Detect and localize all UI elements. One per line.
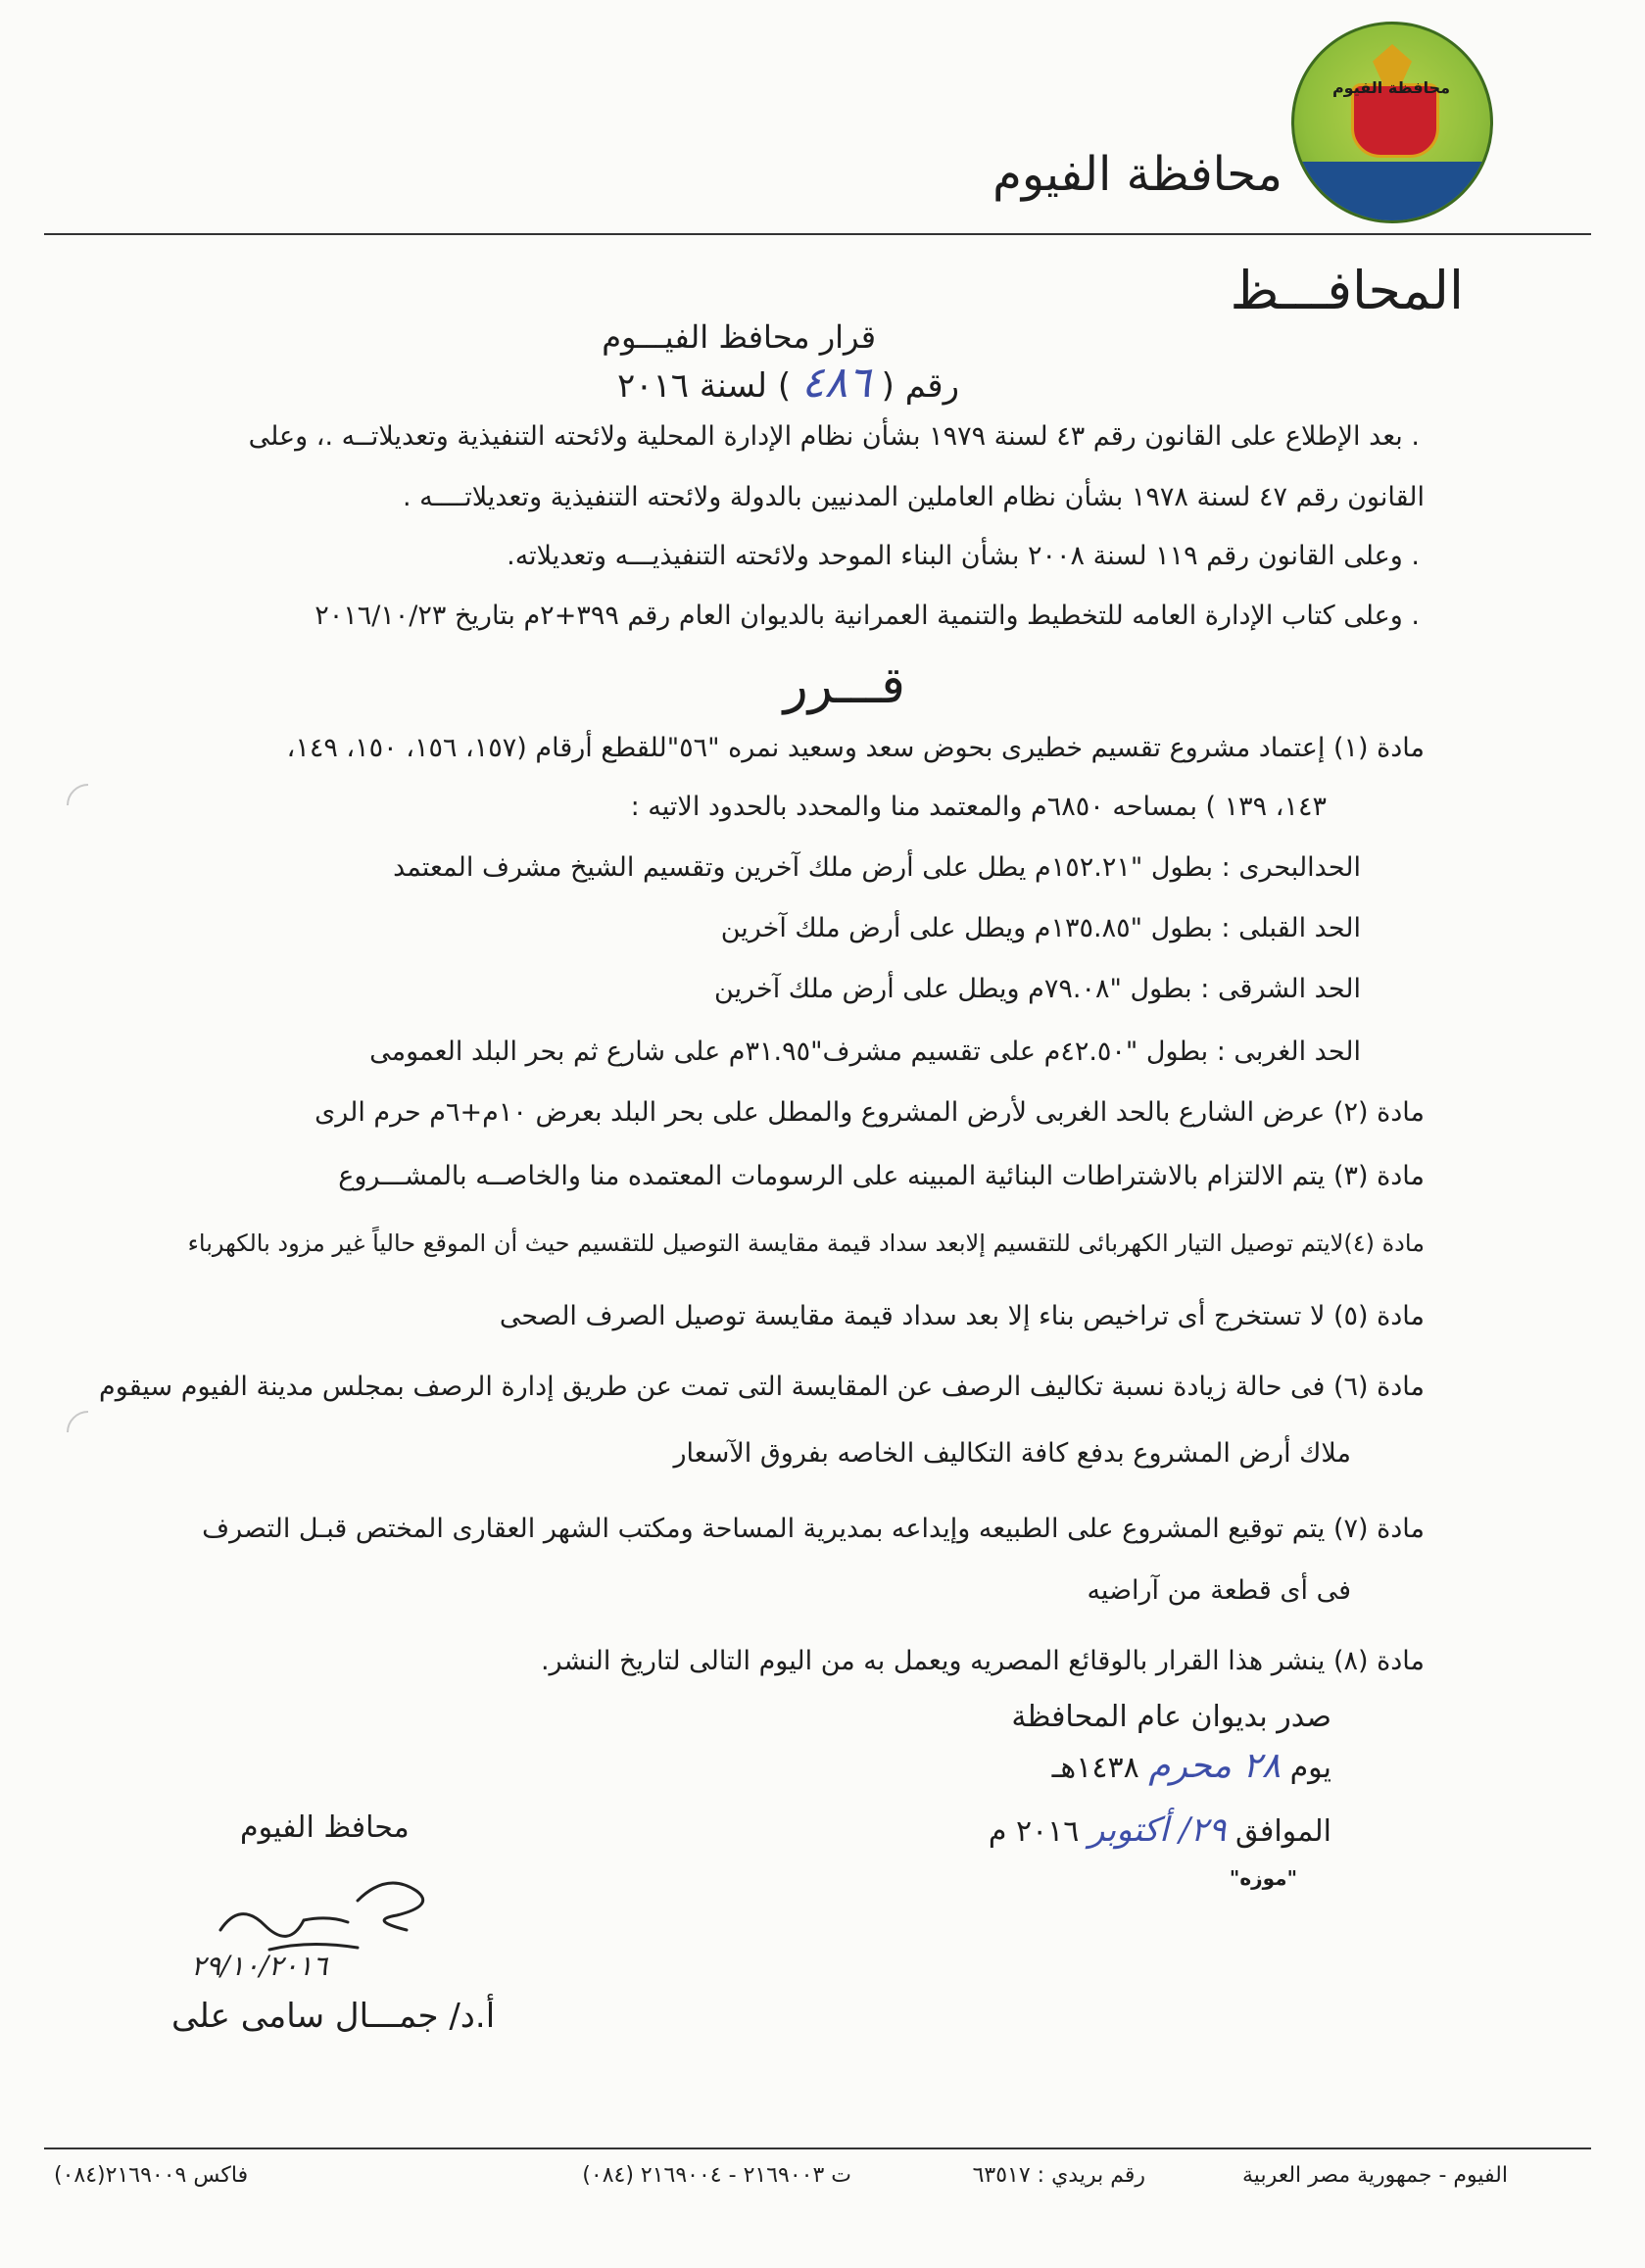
hijri-date-handwritten: ٢٨ محرم	[1148, 1746, 1282, 1786]
gregorian-year: ٢٠١٦ م	[988, 1814, 1080, 1849]
signer-name: أ.د/ جمـــال سامى على	[171, 1997, 496, 2036]
article-line: فى أى قطعة من آراضيه	[1087, 1575, 1351, 1606]
signer-title: محافظ الفيوم	[240, 1810, 410, 1845]
logo-text: محافظة الفيوم	[1331, 78, 1451, 97]
decision-number-suffix: ) لسنة ٢٠١٦	[616, 366, 792, 406]
hijri-year: ١٤٣٨هـ	[1051, 1751, 1139, 1785]
footer-address: الفيوم - جمهورية مصر العربية	[1242, 2163, 1508, 2188]
decides-heading: قـــرر	[783, 656, 905, 715]
logo-water	[1291, 162, 1493, 223]
decision-title: قرار محافظ الفيـــوم	[602, 318, 876, 356]
day-label: يوم	[1289, 1751, 1331, 1785]
article-line: مادة (٥) لا تستخرج أى تراخيص بناء إلا بعد سداد قيمة مقايسة توصيل الصرف الصحى	[499, 1301, 1425, 1331]
article-line: مادة (٤)لايتم توصيل التيار الكهربائى للتقسيم إلابعد سداد قيمة مقايسة التوصيل للتقسيم حيث أن الموقع حالياً غير مزود بالكهرباء	[187, 1230, 1425, 1257]
preamble-line: . بعد الإطلاع على القانون رقم ٤٣ لسنة ١٩٧٩ بشأن نظام الإدارة المحلية ولائحته التنفيذية وتعديلاتــه .، وعلى	[248, 421, 1420, 452]
gregorian-date	[989, 1810, 1331, 1850]
governorate-title: محافظة الفيوم	[992, 147, 1282, 202]
footer-divider	[44, 2147, 1591, 2149]
signature-date-handwritten: ٢٩/١٠/٢٠١٦	[191, 1950, 328, 1982]
hijri-date	[1052, 1746, 1331, 1786]
article-line: ملاك أرض المشروع بدفع كافة التكاليف الخاصه بفروق الآسعار	[673, 1438, 1351, 1469]
header-divider	[44, 233, 1591, 235]
punch-hole	[67, 1411, 110, 1454]
governorate-logo	[1291, 22, 1493, 223]
article-line: مادة (٧) يتم توقيع المشروع على الطبيعه وإيداعه بمديرية المساحة ومكتب الشهر العقارى المختص قبـل التصرف	[202, 1514, 1425, 1544]
office-title: المحافـــظ	[1230, 260, 1464, 321]
boundary-south: الحد القبلى : بطول "١٣٥.٨٥م ويطل على أرض ملك آخرين	[720, 913, 1361, 943]
article-line: مادة (٣) يتم الالتزام بالاشتراطات البنائية المبينه على الرسومات المعتمده منا والخاصــه بالمشـــروع	[338, 1161, 1425, 1191]
footer-postal: رقم بريدي : ٦٣٥١٧	[972, 2163, 1145, 2188]
decision-number-handwritten: ٤٨٦	[800, 358, 871, 408]
punch-hole	[67, 784, 110, 827]
preamble-line: القانون رقم ٤٧ لسنة ١٩٧٨ بشأن نظام العاملين المدنيين بالدولة ولائحته التنفيذية وتعديلاتــــه .	[402, 482, 1425, 512]
preamble-line: . وعلى كتاب الإدارة العامه للتخطيط والتنمية العمرانية بالديوان العام رقم ٣٩٩+٢م بتاريخ ٢٠١٦/١٠/٢٣	[314, 601, 1420, 631]
boundary-east: الحد الشرقى : بطول "٧٩.٠٨م ويطل على أرض ملك آخرين	[714, 974, 1361, 1004]
issued-at: صدر بديوان عام المحافظة	[1011, 1700, 1331, 1734]
gregorian-date-handwritten: ٢٩/ أكتوبر	[1088, 1810, 1227, 1850]
article-line: مادة (٨) ينشر هذا القرار بالوقائع المصريه ويعمل به من اليوم التالى لتاريخ النشر.	[540, 1646, 1425, 1676]
boundary-north: الحدالبحرى : بطول "١٥٢.٢١م يطل على أرض ملك آخرين وتقسيم الشيخ مشرف المعتمد	[393, 852, 1361, 883]
footer-phone: ت ٢١٦٩٠٠٣ - ٢١٦٩٠٠٤ (٠٨٤)	[582, 2163, 851, 2188]
gregorian-label: الموافق	[1234, 1814, 1331, 1849]
boundary-west: الحد الغربى : بطول "٤٢.٥٠م على تقسيم مشرف"٣١.٩٥م على شارع ثم بحر البلد العمومى	[369, 1037, 1361, 1067]
article-line: ١٤٣، ١٣٩ ) بمساحه ٦٨٥٠م والمعتمد منا والمحدد بالحدود الاتيه :	[630, 792, 1327, 822]
decision-number-prefix: رقم (	[881, 366, 959, 406]
footer-fax: فاكس ٢١٦٩٠٠٩(٠٨٤)	[54, 2163, 249, 2188]
article-line: مادة (٢) عرض الشارع بالحد الغربى لأرض المشروع والمطل على بحر البلد بعرض ١٠م+٦م حرم الرى	[314, 1097, 1425, 1128]
preamble-line: . وعلى القانون رقم ١١٩ لسنة ٢٠٠٨ بشأن البناء الموحد ولائحته التنفيذيـــه وتعديلاته.	[507, 541, 1420, 571]
article-line: مادة (٦) فى حالة زيادة نسبة تكاليف الرصف عن المقايسة التى تمت عن طريق إدارة الرصف بمجلس مدينة الفيوم سيقوم	[99, 1372, 1425, 1402]
clerk-initials: "موزه"	[1229, 1866, 1297, 1890]
article-line: مادة (١) إعتماد مشروع تقسيم خطيرى بحوض سعد وسعيد نمره "٥٦"للقطع أرقام (١٥٧، ١٥٦، ١٥٠، ١٤٩،	[286, 733, 1425, 763]
decision-number	[617, 358, 959, 408]
